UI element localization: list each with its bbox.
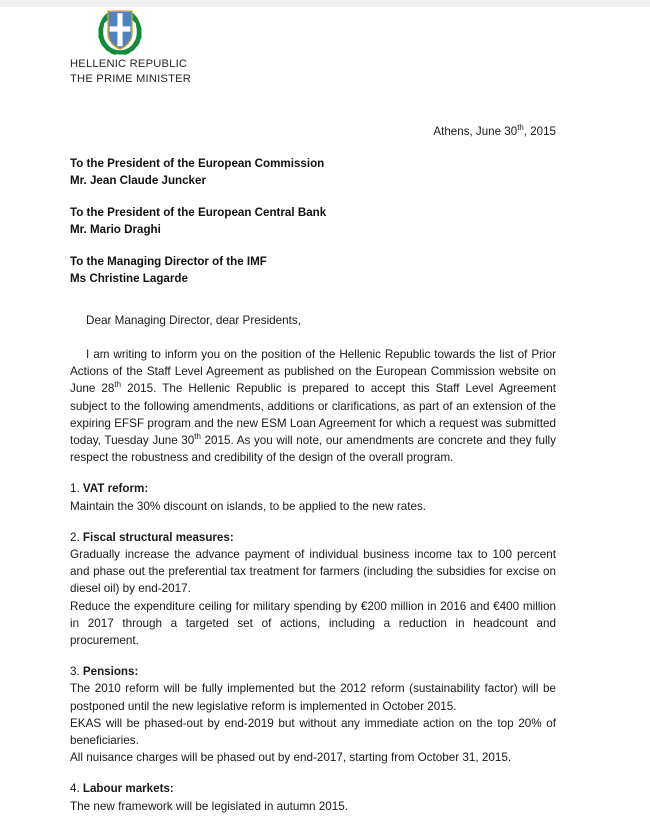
section-paragraph: Gradually increase the advance payment of individual business income tax to 100 percent and phase out the preferential tax treatment for farmers (including the subsidies for excise on diesel oil) by end-2017. — [70, 548, 556, 596]
addressee-block — [70, 156, 540, 189]
top-grey-strip — [0, 0, 650, 7]
letterhead-line-prime-minister: THE PRIME MINISTER — [70, 73, 192, 85]
section-heading — [70, 480, 556, 497]
section-number: 2. — [70, 530, 80, 544]
intro-paragraph — [70, 346, 556, 466]
dateline — [0, 125, 556, 138]
section-number: 1. — [70, 482, 80, 496]
section-title: Fiscal structural measures: — [82, 530, 234, 544]
intro-part-1: I am writing to inform you on the position of the Hellenic Republic towards the list of Prior Actions of the Staff Level Agreement as published on the European Commission website on June 28 — [70, 348, 556, 396]
dateline-suffix: , 2015 — [523, 125, 556, 138]
intro-part-2: 2015. The Hellenic Republic is prepared to accept this Staff Level Agreement subject to the following amendments, additions or clarifications, as part of an extension of the expiring EFSF program and the new ESM Loan Agreement for which a request was submitted today, Tuesday June 30 — [70, 382, 557, 448]
addressee-name: Mr. Mario Draghi — [70, 222, 161, 236]
section-fiscal-structural-measures — [70, 529, 556, 649]
section-heading — [70, 529, 556, 546]
section-heading — [70, 663, 556, 680]
intro-superscript-2: th — [194, 432, 201, 442]
section-paragraph: Maintain the 30% discount on islands, to be applied to the new rates. — [70, 499, 427, 513]
section-heading — [70, 780, 556, 797]
section-paragraph: The new framework will be legislated in autumn 2015. — [70, 799, 349, 813]
letterhead — [70, 7, 370, 87]
section-paragraph: The 2010 reform will be fully implemented but the 2012 reform (sustainability factor) will be postponed until the new legislative reform is implemented in October 2015. — [70, 682, 556, 713]
section-paragraph: Reduce the expenditure ceiling for military spending by €200 million in 2016 and €400 million in 2017 through a targeted set of actions, including a reduction in headcount and procurement. — [70, 599, 556, 648]
section-title: Labour markets: — [82, 782, 174, 796]
letter-body — [70, 312, 556, 815]
addressee-block — [70, 254, 540, 287]
section-vat-reform — [70, 480, 556, 514]
section-number: 4. — [70, 782, 80, 796]
salutation: Dear Managing Director, dear Presidents, — [86, 314, 302, 327]
addressee-list — [70, 156, 540, 303]
intro-part-3: 2015. As you will note, our amendments are concrete and they fully respect the robustness and credibility of the design of the overall program. — [70, 434, 556, 465]
dateline-superscript: th — [517, 123, 524, 133]
section-paragraph: EKAS will be phased-out by end-2019 but without any immediate action on the top 20% of beneficiaries. — [70, 716, 556, 748]
addressee-title: To the Managing Director of the IMF — [70, 255, 267, 268]
section-title: VAT reform: — [82, 482, 149, 496]
dateline-prefix: Athens, June 30 — [433, 125, 518, 138]
section-pensions — [70, 663, 556, 766]
letterhead-line-republic: HELLENIC REPUBLIC — [70, 58, 188, 70]
greek-coat-of-arms-icon — [92, 7, 148, 57]
section-labour-markets — [70, 780, 556, 814]
section-number: 3. — [70, 665, 80, 679]
addressee-title: To the President of the European Central Bank — [70, 206, 327, 219]
section-title: Pensions: — [82, 665, 139, 679]
document-page — [0, 7, 650, 819]
addressee-block — [70, 205, 540, 238]
addressee-name: Mr. Jean Claude Juncker — [70, 173, 206, 187]
addressee-title: To the President of the European Commission — [70, 157, 325, 170]
addressee-name: Ms Christine Lagarde — [70, 271, 188, 285]
intro-superscript-1: th — [114, 380, 122, 390]
section-paragraph: All nuisance charges will be phased out by end-2017, starting from October 31, 2015. — [70, 751, 512, 765]
